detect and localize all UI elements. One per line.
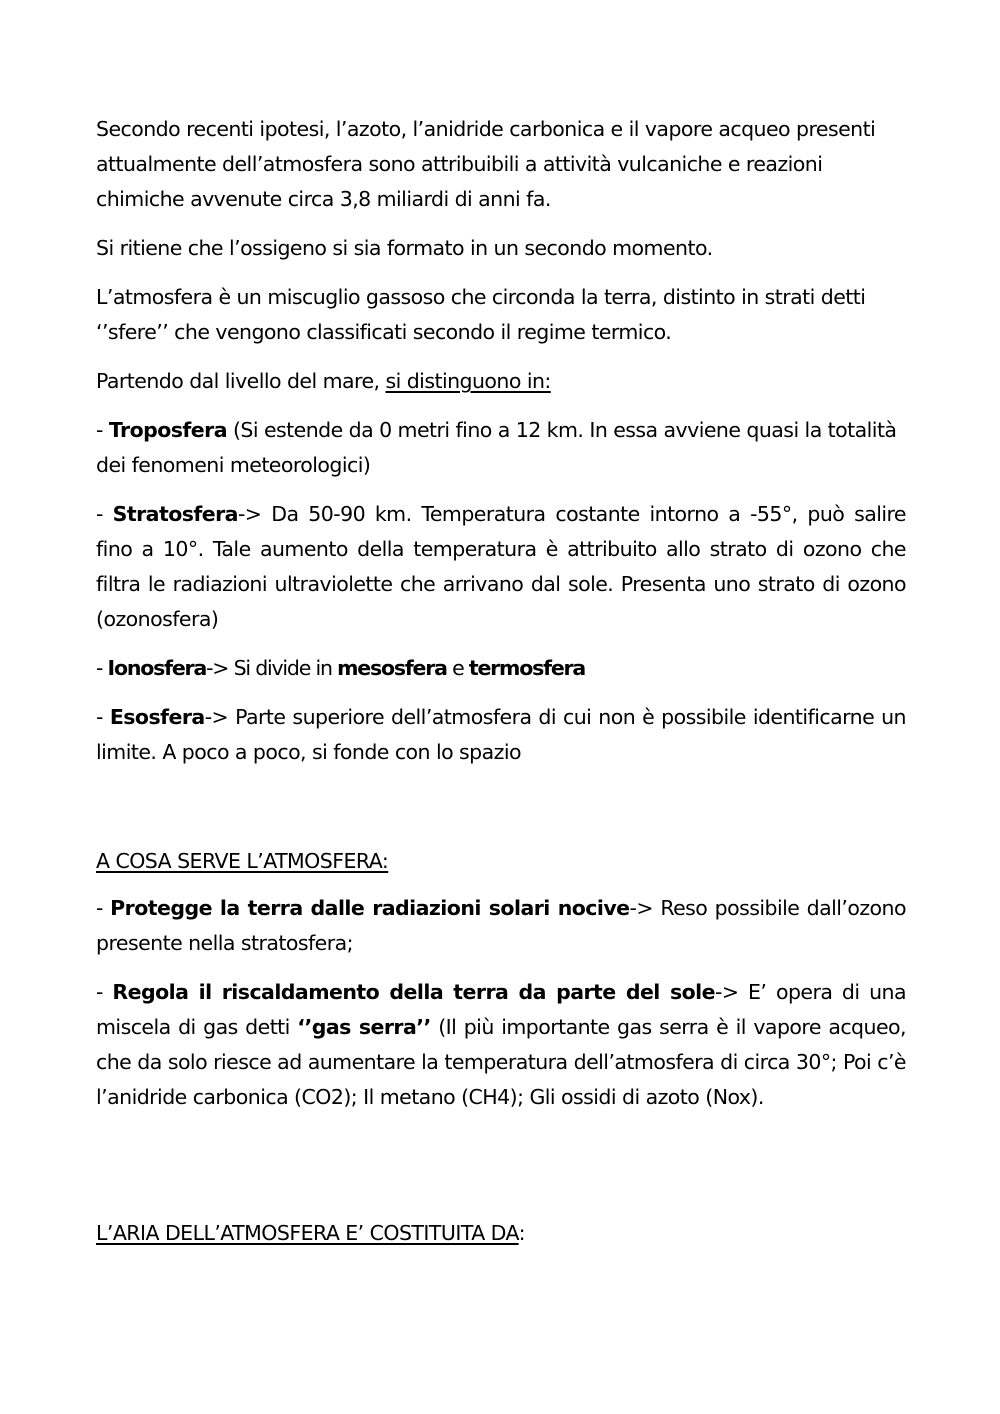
layer-dash: - xyxy=(96,705,110,729)
layer-dash: - xyxy=(96,502,113,526)
layer-name: Esosfera xyxy=(109,705,205,729)
layer-text-b: e xyxy=(446,656,469,680)
layer-text: -> Da 50-90 km. Temperatura costante intorno a -55°, può salire fino a 10°. Tale aumento della temperatura è attribuito allo strato di ozono che filtra le radiazioni ultraviolette che arrivano dal sole. Presenta uno strato di ozono (ozonosfera) xyxy=(96,502,906,631)
section-uses-body xyxy=(96,891,906,1129)
intro-p4-prefix: Partendo dal livello del mare, xyxy=(96,369,386,393)
section-air-heading-text: L’ARIA DELL’ATMOSFERA E’ COSTITUITA DA xyxy=(96,1221,519,1245)
layer-dash: - xyxy=(96,656,108,680)
use-bold-b: ‘’gas serra’’ xyxy=(297,1015,431,1039)
layer-bold-a: mesosfera xyxy=(337,656,447,680)
section-uses-heading-text: A COSA SERVE L’ATMOSFERA: xyxy=(96,849,389,873)
use-bold: Regola il riscaldamento della terra da parte del sole xyxy=(112,980,715,1004)
use-item-1 xyxy=(96,891,906,961)
intro-paragraph-4 xyxy=(96,364,906,399)
layer-stratosfera xyxy=(96,497,906,637)
intro-paragraph-3: L’atmosfera è un miscuglio gassoso che circonda la terra, distinto in strati detti ‘’sfere’’ che vengono classificati secondo il regime termico. xyxy=(96,285,866,344)
use-text-a: -> E’ opera di una miscela di gas detti xyxy=(96,980,906,1039)
layer-text: (Si estende da 0 metri fino a 12 km. In essa avviene quasi la totalità dei fenomeni meteorologici) xyxy=(96,418,897,477)
section-air-heading xyxy=(96,1216,916,1251)
use-dash: - xyxy=(96,980,113,1004)
section-air-heading-suffix: : xyxy=(518,1221,525,1245)
layer-text-a: -> Si divide in xyxy=(206,656,338,680)
layer-troposfera xyxy=(96,413,906,483)
section-uses-heading xyxy=(96,844,916,879)
layer-name: Stratosfera xyxy=(112,502,238,526)
use-bold: Protegge la terra dalle radiazioni solari nocive xyxy=(110,896,630,920)
intro-p4-underlined: si distinguono in: xyxy=(385,369,551,393)
layer-bold-b: termosfera xyxy=(468,656,586,680)
layer-dash: - xyxy=(96,418,109,442)
layer-text: -> Parte superiore dell’atmosfera di cui non è possibile identificarne un limite. A poco a poco, si fonde con lo spazio xyxy=(96,705,906,764)
layer-ionosfera xyxy=(96,651,906,686)
use-dash: - xyxy=(96,896,111,920)
use-text: -> Reso possibile dall’ozono presente nella stratosfera; xyxy=(96,896,906,955)
use-item-2 xyxy=(96,975,906,1115)
layer-esosfera xyxy=(96,700,906,770)
intro-paragraph-1: Secondo recenti ipotesi, l’azoto, l’anidride carbonica e il vapore acqueo presenti attualmente dell’atmosfera sono attribuibili a attività vulcaniche e reazioni chimiche avvenute circa 3,8 miliardi di anni fa. xyxy=(96,117,876,211)
intro-paragraph-2: Si ritiene che l’ossigeno si sia formato in un secondo momento. xyxy=(96,236,713,260)
layer-name: Troposfera xyxy=(108,418,227,442)
use-text-b: (Il più importante gas serra è il vapore acqueo, che da solo riesce ad aumentare la temperatura dell’atmosfera di circa 30°; Poi c’è l’anidride carbonica (CO2); Il metano (CH4); Gli ossidi di azoto (Nox). xyxy=(96,1015,906,1109)
document-body xyxy=(96,112,906,784)
layer-name: Ionosfera xyxy=(107,656,207,680)
